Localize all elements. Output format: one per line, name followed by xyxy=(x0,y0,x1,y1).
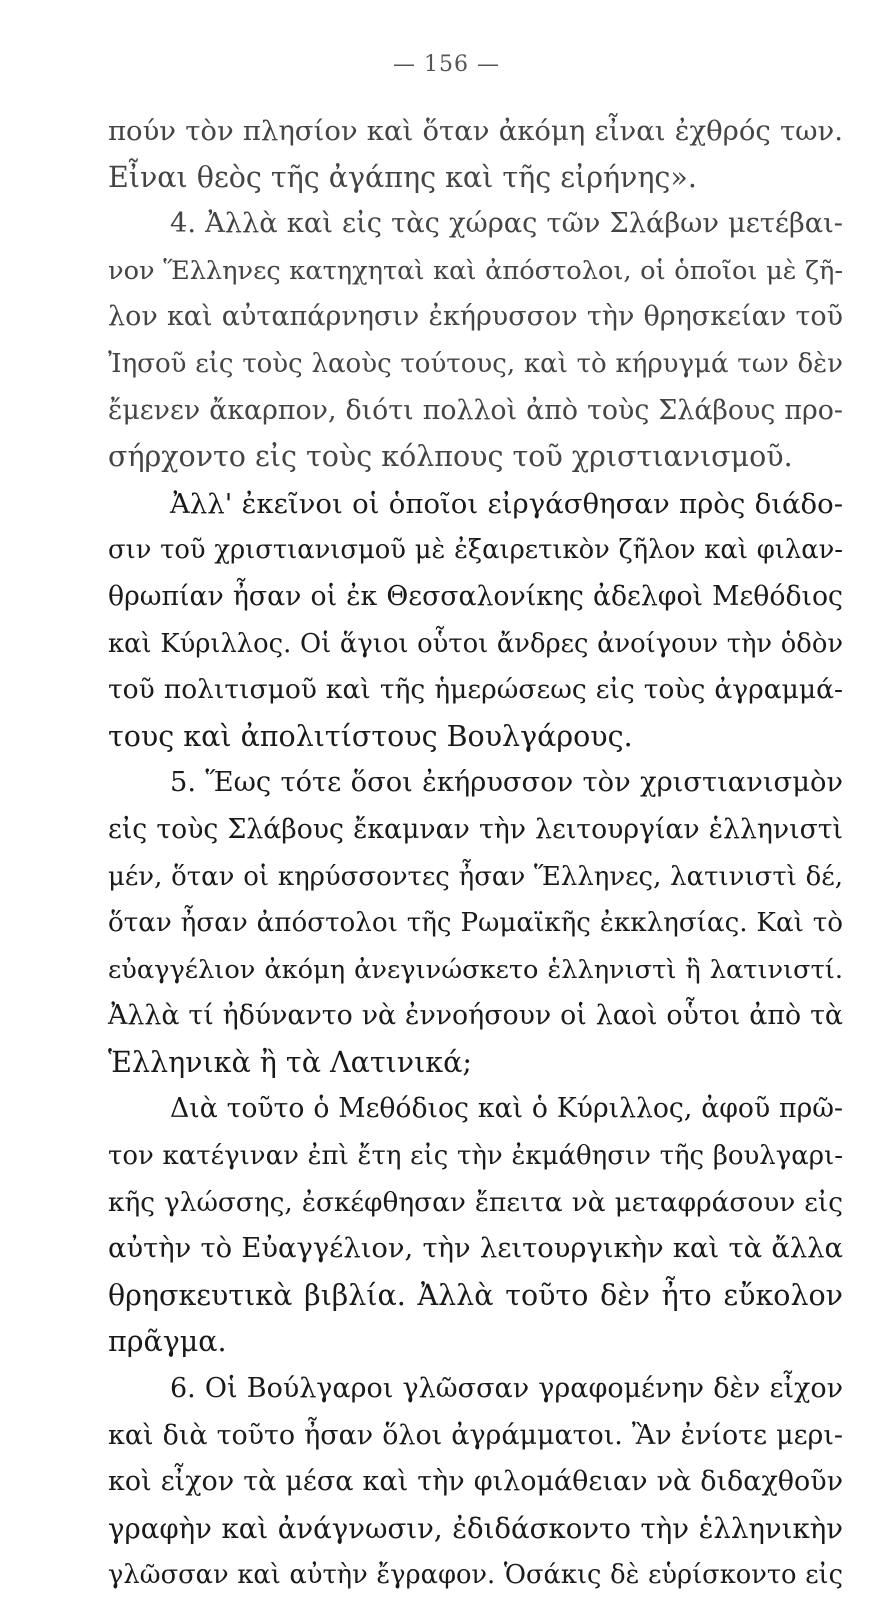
text-line: καὶ διὰ τοῦτο ἦσαν ὅλοι ἀγράμματοι. Ἂν ἐνίοτε μερι- xyxy=(108,1419,843,1451)
text-line: γραφὴν καὶ ἀνάγνωσιν, ἐδιδάσκοντο τὴν ἑλληνικὴν xyxy=(108,1511,843,1545)
text-line: αὐτὴν τὸ Εὐαγγέλιον, τὴν λειτουργικὴν καὶ τὰ ἄλλα xyxy=(108,1233,843,1265)
text-line: κῆς γλώσσης, ἐσκέφθησαν ἔπειτα νὰ μεταφράσουν εἰς xyxy=(108,1187,843,1218)
text-line: μέν, ὅταν οἱ κηρύσσοντες ἦσαν Ἕλληνες, λατινιστὶ δέ, xyxy=(108,861,843,892)
text-line: σιν τοῦ χριστιανισμοῦ μὲ ἐξαιρετικὸν ζῆλον καὶ φιλαν- xyxy=(108,535,843,566)
paragraph-6-start: 6. Οἱ Βούλγαροι γλῶσσαν γραφομένην δὲν εἶχον xyxy=(170,1373,843,1405)
text-line: λον καὶ αὐταπάρνησιν ἐκήρυσσον τὴν θρησκείαν τοῦ xyxy=(108,301,843,333)
text-line: καὶ Κύριλλος. Οἱ ἅγιοι οὗτοι ἄνδρες ἀνοίγουν τὴν ὁδὸν xyxy=(108,628,843,659)
text-line: Εἶναι θεὸς τῆς ἀγάπης καὶ τῆς εἰρήνης». xyxy=(108,160,697,194)
text-line: Ἑλληνικὰ ἢ τὰ Λατινικά; xyxy=(108,1045,472,1079)
paragraph-start: Διὰ τοῦτο ὁ Μεθόδιος καὶ ὁ Κύριλλος, ἀφοῦ πρῶ- xyxy=(170,1093,843,1125)
body-text xyxy=(108,108,843,1599)
text-line: ἔμενεν ἄκαρπον, διότι πολλοὶ ἀπὸ τοὺς Σλάβους προ- xyxy=(108,394,843,426)
paragraph-start: Ἀλλ' ἐκεῖνοι οἱ ὁποῖοι εἰργάσθησαν πρὸς διάδο- xyxy=(170,487,843,520)
text-line: σήρχοντο εἰς τοὺς κόλπους τοῦ χριστιανισμοῦ. xyxy=(108,440,793,474)
paragraph-4-start: 4. Ἀλλὰ καὶ εἰς τὰς χώρας τῶν Σλάβων μετέβαι- xyxy=(170,208,843,240)
text-line: Ἰησοῦ εἰς τοὺς λαοὺς τούτους, καὶ τὸ κήρυγμά των δὲν xyxy=(108,348,843,379)
text-line: εἰς τοὺς Σλάβους ἔκαμναν τὴν λειτουργίαν ἑλληνιστὶ xyxy=(108,813,843,845)
text-line: πούν τὸν πλησίον καὶ ὅταν ἀκόμη εἶναι ἐχθρός των. xyxy=(108,115,843,147)
text-line: τους καὶ ἀπολιτίστους Βουλγάρους. xyxy=(108,719,633,753)
text-line: ὅταν ἦσαν ἀπόστολοι τῆς Ρωμαϊκῆς ἐκκλησίας. Καὶ τὸ xyxy=(108,908,843,939)
text-line: Ἀλλὰ τί ἠδύναντο νὰ ἐννοήσουν οἱ λαοὶ οὗτοι ἀπὸ τὰ xyxy=(108,1000,843,1032)
page-number: — 156 — xyxy=(393,52,500,77)
paragraph-5-start: 5. Ἕως τότε ὅσοι ἐκήρυσσον τὸν χριστιανισμὸν xyxy=(170,767,843,799)
text-line: θρησκευτικὰ βιβλία. Ἀλλὰ τοῦτο δὲν ἦτο εὔκολον xyxy=(108,1278,843,1312)
text-line: νον Ἕλληνες κατηχηταὶ καὶ ἀπόστολοι, οἱ ὁποῖοι μὲ ζῆ- xyxy=(108,255,843,286)
text-line: γλῶσσαν καὶ αὐτὴν ἔγραφον. Ὁσάκις δὲ εὑρίσκοντο εἰς xyxy=(108,1560,843,1591)
text-line: τον κατέγιναν ἐπὶ ἔτη εἰς τὴν ἐκμάθησιν τῆς βουλγαρι- xyxy=(108,1141,843,1172)
text-line: κοὶ εἶχον τὰ μέσα καὶ τὴν φιλομάθειαν νὰ διδαχθοῦν xyxy=(108,1466,843,1498)
text-line: πρᾶγμα. xyxy=(108,1325,227,1359)
text-line: εὐαγγέλιον ἀκόμη ἀνεγινώσκετο ἑλληνιστὶ ἢ λατινιστί. xyxy=(108,954,843,985)
text-line: θρωπίαν ἦσαν οἱ ἐκ Θεσσαλονίκης ἀδελφοὶ Μεθόδιος xyxy=(108,580,843,612)
text-line: τοῦ πολιτισμοῦ καὶ τῆς ἡμερώσεως εἰς τοὺς ἀγραμμά- xyxy=(108,674,843,706)
